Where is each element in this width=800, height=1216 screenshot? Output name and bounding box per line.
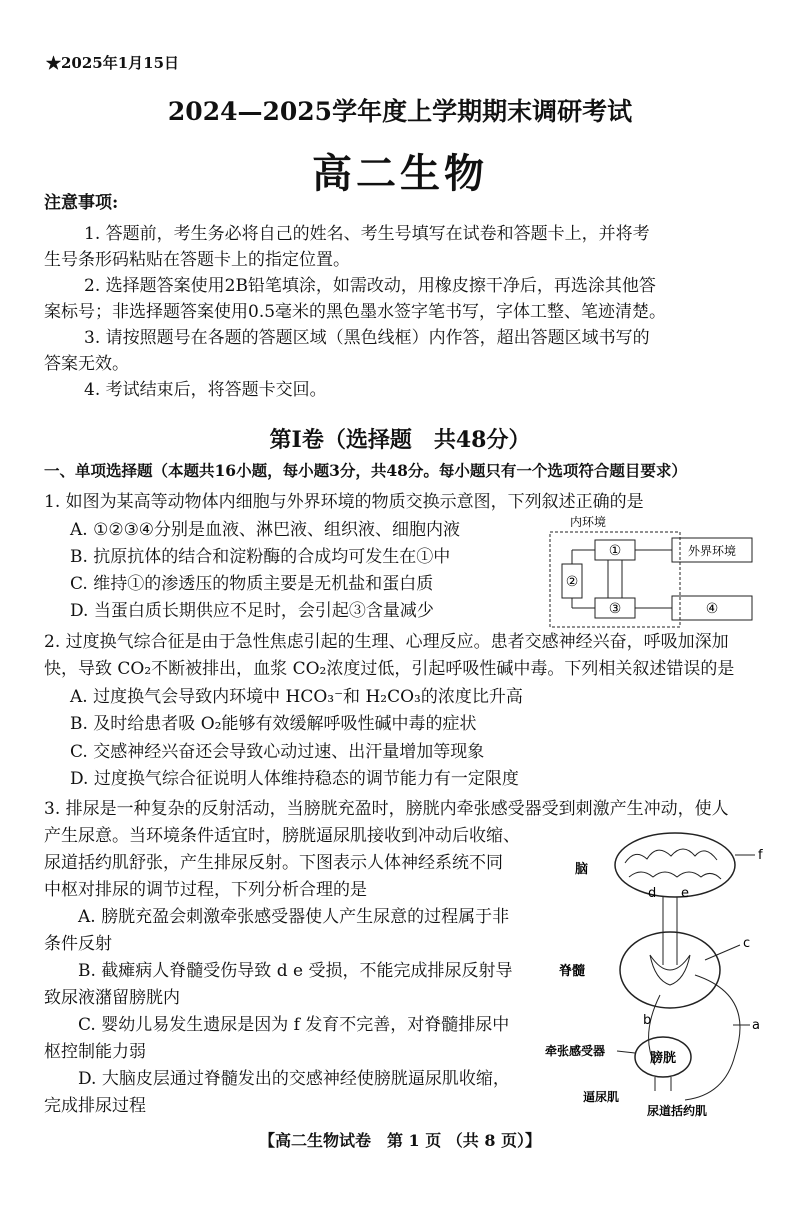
q1-option-b: B. 抗原抗体的结合和淀粉酶的合成均可发生在①中 xyxy=(70,547,451,567)
label-f: f xyxy=(758,848,763,863)
q1-option-a: A. ①②③④分别是血液、淋巴液、组织液、细胞内液 xyxy=(70,520,461,540)
sphincter-label: 尿道括约肌 xyxy=(647,1104,708,1118)
notice-line: 2. 选择题答案使用2B铅笔填涂，如需改动，用橡皮擦干净后，再选涂其他答 xyxy=(84,276,656,296)
label-2: ② xyxy=(565,574,579,590)
subject-title: 高二生物 xyxy=(312,150,488,197)
brain-label: 脑 xyxy=(575,862,589,877)
q3-option-b: B. 截瘫病人脊髓受伤导致 d e 受损，不能完成排尿反射导 xyxy=(78,961,513,981)
q1-label-inner-env: 内环境 xyxy=(570,515,607,529)
receptor-label: 牵张感受器 xyxy=(545,1044,606,1058)
notice-line: 4. 考试结束后，将答题卡交回。 xyxy=(84,380,327,400)
notice-line: 生号条形码粘贴在答题卡上的指定位置。 xyxy=(44,250,350,270)
label-1: ① xyxy=(608,543,622,559)
q3-option-c: C. 婴幼儿易发生遗尿是因为 f 发育不完善，对脊髓排尿中 xyxy=(78,1015,510,1035)
q3-stem-line: 3. 排尿是一种复杂的反射活动，当膀胱充盈时，膀胱内牵张感受器受到刺激产生冲动，使人 xyxy=(44,799,729,819)
brain-shape xyxy=(615,833,735,897)
q3-diagram xyxy=(545,825,775,1125)
q1-option-c: C. 维持①的渗透压的物质主要是无机盐和蛋白质 xyxy=(70,574,434,594)
q3-option-d-cont: 完成排尿过程 xyxy=(44,1096,146,1116)
q1-stem: 1. 如图为某高等动物体内细胞与外界环境的物质交换示意图，下列叙述正确的是 xyxy=(44,492,644,512)
notice-line: 答案无效。 xyxy=(44,354,129,374)
label-c: c xyxy=(743,936,751,951)
q3-option-a-cont: 条件反射 xyxy=(44,934,112,954)
detrusor-label: 逼尿肌 xyxy=(583,1090,620,1104)
q3-option-a: A. 膀胱充盈会刺激牵张感受器使人产生尿意的过程属于非 xyxy=(78,907,510,927)
label-4: ④ xyxy=(705,601,719,617)
outer-env-label: 外界环境 xyxy=(687,544,737,558)
label-a: a xyxy=(752,1018,760,1033)
notice-heading: 注意事项: xyxy=(44,193,119,213)
exam-title: 2024—2025学年度上学期期末调研考试 xyxy=(167,97,633,126)
q3-option-b-cont: 致尿液潴留膀胱内 xyxy=(44,988,180,1008)
bladder-label: 膀胱 xyxy=(649,1051,677,1066)
q2-option-d: D. 过度换气综合征说明人体维持稳态的调节能力有一定限度 xyxy=(70,769,519,789)
notice-line: 1. 答题前，考生务必将自己的姓名、考生号填写在试卷和答题卡上，并将考 xyxy=(84,224,650,244)
section-title: 第Ⅰ卷（选择题 共48分） xyxy=(269,427,531,453)
q1-diagram xyxy=(540,512,765,632)
q3-option-d: D. 大脑皮层通过脊髓发出的交感神经使膀胱逼尿肌收缩， xyxy=(78,1069,510,1089)
q2-option-a: A. 过度换气会导致内环境中 HCO₃⁻和 H₂CO₃的浓度比升高 xyxy=(70,687,523,707)
label-e: e xyxy=(681,886,689,901)
label-d: d xyxy=(648,886,657,901)
notice-line: 3. 请按照题号在各题的答题区域（黑色线框）内作答，超出答题区域书写的 xyxy=(84,328,650,348)
q3-stem-line: 中枢对排尿的调节过程，下列分析合理的是 xyxy=(44,880,367,900)
notice-line: 案标号；非选择题答案使用0.5毫米的黑色墨水签字笔书写，字体工整、笔迹清楚。 xyxy=(44,302,667,322)
q2-stem-line: 2. 过度换气综合征是由于急性焦虑引起的生理、心理反应。患者交感神经兴奋，呼吸加深加 xyxy=(44,632,729,652)
page-footer: 【高二生物试卷 第 1 页 （共 8 页）】 xyxy=(258,1131,542,1150)
q3-option-c-cont: 枢控制能力弱 xyxy=(44,1042,146,1062)
exam-date: ★2025年1月15日 xyxy=(46,54,180,72)
q2-stem-line: 快，导致 CO₂不断被排出，血浆 CO₂浓度过低，引起呼吸性碱中毒。下列相关叙述错误的是 xyxy=(44,659,735,679)
q2-option-c: C. 交感神经兴奋还会导致心动过速、出汗量增加等现象 xyxy=(70,742,485,762)
spinal-label: 脊髓 xyxy=(559,964,586,979)
q3-stem-line: 尿道括约肌舒张，产生排尿反射。下图表示人体神经系统不同 xyxy=(44,853,503,873)
q3-stem-line: 产生尿意。当环境条件适宜时，膀胱逼尿肌接收到冲动后收缩、 xyxy=(44,826,520,846)
q1-option-d: D. 当蛋白质长期供应不足时，会引起③含量减少 xyxy=(70,601,434,621)
label-b: b xyxy=(643,1013,652,1028)
q2-option-b: B. 及时给患者吸 O₂能够有效缓解呼吸性碱中毒的症状 xyxy=(70,714,477,734)
label-3: ③ xyxy=(608,601,622,617)
part-heading: 一、单项选择题（本题共16小题，每小题3分，共48分。每小题只有一个选项符合题目要求） xyxy=(44,461,687,480)
